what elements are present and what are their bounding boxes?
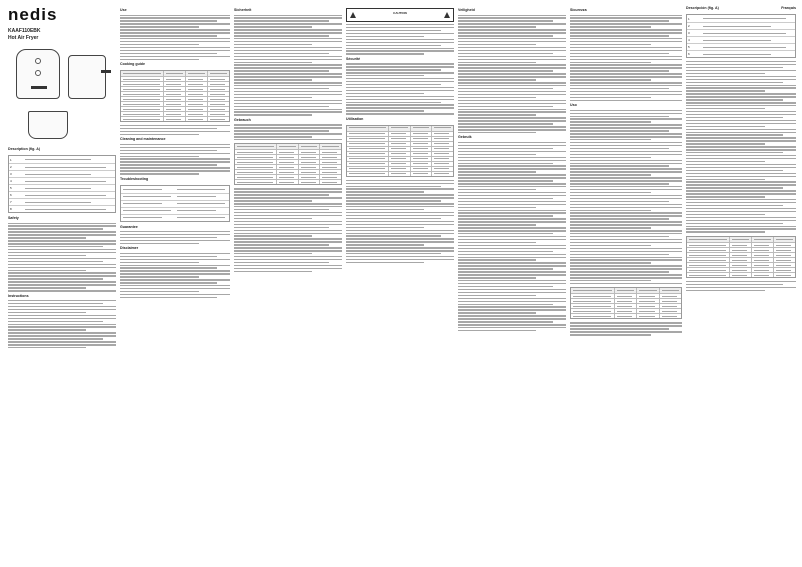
section-heading-sicurezza: Sicurezza	[570, 8, 587, 12]
section-heading-utilisation: Utilisation	[346, 116, 364, 121]
section-heading-gebrauch: Gebrauch	[234, 117, 251, 122]
german-cooking-table	[234, 143, 342, 185]
section-heading-gebruik: Gebruik	[458, 135, 472, 140]
section-heading-troubleshooting: Troubleshooting	[120, 176, 149, 181]
troubleshooting-table	[120, 185, 230, 222]
warning-triangle-icon	[350, 12, 356, 18]
timer-knob-icon	[35, 70, 41, 76]
fryer-basket-side	[68, 55, 106, 99]
column-french	[346, 6, 454, 562]
figure-b-basket	[8, 109, 116, 143]
spanish-cooking-table	[686, 236, 796, 278]
caution-label: CAUTION	[346, 8, 454, 22]
brand-logo: nedis	[8, 6, 58, 24]
section-heading-use: Use	[120, 8, 127, 12]
section-heading-instructions: Instructions	[8, 293, 29, 298]
column-german	[234, 6, 342, 562]
italian-cooking-table	[570, 287, 682, 319]
french-cooking-table	[346, 125, 454, 177]
section-heading-cooking-guide: Cooking guide	[120, 62, 145, 66]
parts-list: 1 2 3 4 5 6 7 8	[8, 155, 116, 213]
product-name: Hot Air Fryer	[8, 35, 39, 41]
section-heading-safety: Safety	[8, 216, 19, 220]
model-number: KAAF110EBK	[8, 28, 41, 34]
section-heading-sicherheit: Sicherheit	[234, 8, 252, 12]
shock-hazard-icon	[444, 12, 450, 18]
section-heading-guarantee: Guarantee	[120, 224, 138, 229]
basket-handle-icon	[31, 86, 47, 89]
figure-a-fryer-illustration	[8, 45, 116, 105]
column-dutch	[458, 6, 566, 562]
column-spanish	[686, 6, 796, 562]
basket-illustration	[28, 111, 68, 139]
section-heading-veiligheid: Veiligheid	[458, 8, 475, 12]
section-heading-cleaning: Cleaning and maintenance	[120, 137, 166, 142]
section-heading-disclaimer: Disclaimer	[120, 246, 139, 251]
column-english-use	[120, 6, 230, 562]
section-heading-descripcion: Descripción (fig. A)	[686, 6, 719, 10]
fryer-body-front	[16, 49, 60, 99]
section-heading-uso: Uso	[570, 103, 577, 108]
cooking-table	[120, 70, 230, 122]
column-italian	[570, 6, 682, 562]
section-heading-securite: Sécurité	[346, 56, 361, 61]
spanish-parts-list: 1 2 3 4 5 6	[686, 14, 796, 58]
section-heading-description: Description (fig. A)	[8, 147, 41, 151]
temperature-knob-icon	[35, 58, 41, 64]
column-english-intro	[8, 6, 116, 562]
basket-release-icon	[101, 70, 111, 73]
language-label: Français	[781, 6, 796, 10]
